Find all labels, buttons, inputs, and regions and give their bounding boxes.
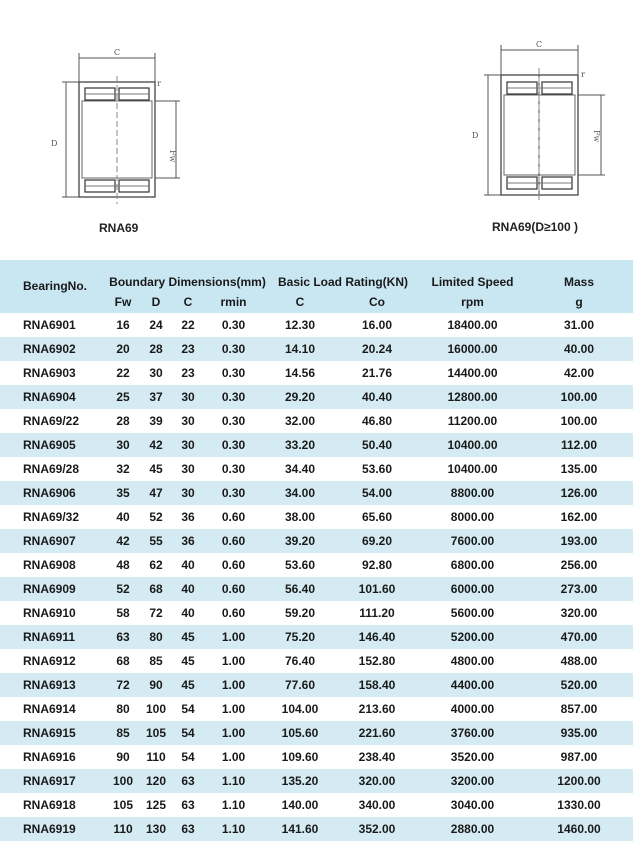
cell-c: 30	[181, 462, 195, 476]
cell-mass-g: 31.00	[563, 318, 595, 332]
cell-speed-rpm: 14400.00	[447, 366, 498, 380]
cell-load-c: 53.60	[284, 558, 316, 572]
cell-d: 90	[149, 678, 163, 692]
right-dim-d: D	[472, 131, 479, 140]
cell-rmin: 0.30	[221, 462, 246, 476]
cell-c: 63	[181, 798, 195, 812]
cell-bearing-no: RNA6908	[23, 558, 76, 572]
cell-c: 30	[181, 486, 195, 500]
cell-load-c: 14.10	[284, 342, 316, 356]
cell-load-c: 12.30	[284, 318, 316, 332]
cell-bearing-no: RNA6915	[23, 726, 76, 740]
table-row	[0, 361, 633, 385]
cell-load-c: 75.20	[284, 630, 316, 644]
cell-d: 62	[149, 558, 163, 572]
table-row	[0, 745, 633, 769]
right-diagram-label: RNA69(D≥100 )	[492, 220, 578, 234]
cell-load-co: 20.24	[361, 342, 393, 356]
cell-c: 54	[181, 750, 195, 764]
cell-load-co: 146.40	[358, 630, 396, 644]
cell-rmin: 0.30	[221, 318, 246, 332]
cell-rmin: 0.30	[221, 414, 246, 428]
table-row	[0, 409, 633, 433]
cell-c: 54	[181, 702, 195, 716]
cell-rmin: 1.00	[221, 630, 246, 644]
cell-fw: 63	[116, 630, 130, 644]
table-row	[0, 625, 633, 649]
cell-c: 30	[181, 438, 195, 452]
cell-load-c: 77.60	[284, 678, 316, 692]
cell-speed-rpm: 11200.00	[447, 414, 498, 428]
cell-rmin: 1.00	[221, 750, 246, 764]
cell-c: 23	[181, 342, 195, 356]
cell-load-c: 109.60	[281, 750, 319, 764]
col-limited-speed: Limited Speed	[431, 275, 514, 289]
cell-load-c: 39.20	[284, 534, 316, 548]
col-rmin: rmin	[220, 295, 247, 309]
cell-c: 40	[181, 558, 195, 572]
cell-c: 63	[181, 822, 195, 836]
cell-d: 80	[149, 630, 163, 644]
cell-c: 23	[181, 366, 195, 380]
cell-c: 45	[181, 654, 195, 668]
cell-fw: 35	[116, 486, 130, 500]
col-d: D	[151, 295, 161, 309]
cell-bearing-no: RNA69/28	[23, 462, 80, 476]
cell-load-co: 158.40	[358, 678, 396, 692]
cell-mass-g: 857.00	[560, 702, 598, 716]
cell-speed-rpm: 8000.00	[450, 510, 495, 524]
cell-fw: 30	[116, 438, 130, 452]
cell-load-co: 92.80	[361, 558, 393, 572]
cell-d: 105	[145, 726, 167, 740]
cell-bearing-no: RNA6918	[23, 798, 76, 812]
cell-rmin: 0.60	[221, 606, 246, 620]
diagram-area	[0, 0, 633, 258]
cell-mass-g: 126.00	[560, 486, 598, 500]
cell-bearing-no: RNA6914	[23, 702, 76, 716]
cell-load-co: 152.80	[358, 654, 396, 668]
cell-fw: 40	[116, 510, 130, 524]
cell-load-c: 135.20	[281, 774, 319, 788]
cell-rmin: 0.60	[221, 510, 246, 524]
cell-rmin: 0.30	[221, 366, 246, 380]
cell-fw: 80	[116, 702, 130, 716]
col-basic-load-rating: Basic Load Rating(KN)	[277, 275, 408, 289]
cell-mass-g: 112.00	[560, 438, 598, 452]
table-row	[0, 769, 633, 793]
cell-d: 130	[145, 822, 167, 836]
left-dim-fw: Fw	[168, 150, 177, 163]
cell-d: 125	[145, 798, 167, 812]
cell-load-co: 21.76	[361, 366, 393, 380]
cell-rmin: 1.00	[221, 702, 246, 716]
cell-c: 40	[181, 582, 195, 596]
cell-fw: 72	[116, 678, 130, 692]
table-row	[0, 433, 633, 457]
cell-load-co: 69.20	[361, 534, 393, 548]
col-boundary-dimensions: Boundary Dimensions(mm)	[109, 275, 266, 289]
cell-speed-rpm: 10400.00	[447, 438, 498, 452]
cell-c: 63	[181, 774, 195, 788]
table-row	[0, 697, 633, 721]
cell-d: 24	[149, 318, 163, 332]
cell-d: 52	[149, 510, 163, 524]
cell-bearing-no: RNA6909	[23, 582, 76, 596]
cell-rmin: 0.60	[221, 582, 246, 596]
cell-mass-g: 1330.00	[557, 798, 601, 812]
cell-load-c: 33.20	[284, 438, 316, 452]
cell-c: 45	[181, 630, 195, 644]
cell-speed-rpm: 2880.00	[450, 822, 495, 836]
cell-load-c: 32.00	[284, 414, 316, 428]
cell-d: 30	[149, 366, 163, 380]
cell-load-c: 56.40	[284, 582, 316, 596]
cell-fw: 110	[113, 822, 133, 836]
cell-c: 30	[181, 390, 195, 404]
table-row	[0, 673, 633, 697]
cell-bearing-no: RNA6912	[23, 654, 76, 668]
col-fw: Fw	[114, 295, 132, 309]
cell-c: 36	[181, 534, 195, 548]
cell-speed-rpm: 7600.00	[450, 534, 495, 548]
cell-rmin: 0.30	[221, 438, 246, 452]
cell-load-c: 34.00	[284, 486, 316, 500]
cell-load-co: 111.20	[359, 606, 395, 620]
cell-bearing-no: RNA6919	[23, 822, 76, 836]
table-row	[0, 577, 633, 601]
cell-fw: 28	[116, 414, 130, 428]
cell-d: 100	[145, 702, 167, 716]
cell-mass-g: 100.00	[560, 414, 598, 428]
cell-bearing-no: RNA6905	[23, 438, 76, 452]
cell-speed-rpm: 4800.00	[450, 654, 495, 668]
cell-load-co: 101.60	[358, 582, 396, 596]
cell-load-co: 40.40	[361, 390, 393, 404]
cell-rmin: 0.30	[221, 390, 246, 404]
cell-fw: 52	[116, 582, 130, 596]
table-row	[0, 529, 633, 553]
cell-mass-g: 935.00	[560, 726, 598, 740]
table-row	[0, 817, 633, 841]
cell-d: 45	[149, 462, 163, 476]
cell-load-co: 213.60	[358, 702, 396, 716]
cell-mass-g: 100.00	[560, 390, 598, 404]
cell-mass-g: 320.00	[560, 606, 598, 620]
cell-mass-g: 1200.00	[557, 774, 601, 788]
cell-load-c: 59.20	[284, 606, 316, 620]
cell-load-c: 38.00	[284, 510, 316, 524]
cell-speed-rpm: 6000.00	[450, 582, 495, 596]
cell-mass-g: 987.00	[560, 750, 598, 764]
table-row	[0, 601, 633, 625]
cell-load-co: 320.00	[358, 774, 396, 788]
cell-load-co: 53.60	[361, 462, 393, 476]
cell-load-c: 29.20	[284, 390, 316, 404]
cell-c: 22	[181, 318, 195, 332]
cell-c: 30	[181, 414, 195, 428]
cell-load-c: 76.40	[284, 654, 316, 668]
cell-fw: 68	[116, 654, 130, 668]
cell-rmin: 1.00	[221, 678, 246, 692]
cell-rmin: 0.60	[221, 558, 246, 572]
cell-load-co: 352.00	[358, 822, 396, 836]
table-row	[0, 793, 633, 817]
col-bearing-no: BearingNo.	[23, 278, 88, 293]
cell-mass-g: 488.00	[560, 654, 598, 668]
cell-rmin: 0.60	[221, 534, 246, 548]
cell-load-c: 140.00	[281, 798, 319, 812]
table-row	[0, 457, 633, 481]
cell-bearing-no: RNA6906	[23, 486, 76, 500]
cell-d: 47	[149, 486, 163, 500]
cell-fw: 25	[116, 390, 130, 404]
col-load-c: C	[295, 295, 305, 309]
left-dim-c: C	[114, 48, 121, 57]
col-c: C	[183, 295, 193, 309]
cell-speed-rpm: 4400.00	[450, 678, 495, 692]
col-load-co: Co	[369, 295, 385, 309]
table-row	[0, 385, 633, 409]
cell-speed-rpm: 18400.00	[447, 318, 498, 332]
cell-d: 42	[149, 438, 163, 452]
cell-load-co: 46.80	[361, 414, 393, 428]
cell-mass-g: 1460.00	[557, 822, 601, 836]
cell-speed-rpm: 3200.00	[450, 774, 495, 788]
table-row	[0, 553, 633, 577]
cell-bearing-no: RNA6917	[23, 774, 76, 788]
cell-speed-rpm: 6800.00	[450, 558, 495, 572]
cell-mass-g: 162.00	[560, 510, 598, 524]
cell-speed-rpm: 12800.00	[447, 390, 498, 404]
cell-rmin: 1.10	[221, 798, 246, 812]
cell-load-co: 16.00	[361, 318, 393, 332]
cell-rmin: 1.10	[221, 774, 246, 788]
cell-speed-rpm: 5200.00	[450, 630, 495, 644]
cell-speed-rpm: 3520.00	[450, 750, 495, 764]
right-dim-fw: Fw	[592, 130, 601, 143]
cell-mass-g: 520.00	[560, 678, 598, 692]
cell-c: 54	[181, 726, 195, 740]
cell-d: 55	[149, 534, 163, 548]
cell-fw: 20	[116, 342, 130, 356]
cell-speed-rpm: 4000.00	[450, 702, 495, 716]
cell-fw: 85	[116, 726, 130, 740]
cell-bearing-no: RNA69/32	[23, 510, 80, 524]
right-dim-r: r	[581, 70, 585, 79]
cell-load-co: 50.40	[361, 438, 393, 452]
cell-speed-rpm: 8800.00	[450, 486, 495, 500]
cell-mass-g: 42.00	[563, 366, 595, 380]
cell-bearing-no: RNA6902	[23, 342, 76, 356]
table-row	[0, 337, 633, 361]
table-row	[0, 313, 633, 337]
table-row	[0, 481, 633, 505]
cell-bearing-no: RNA6913	[23, 678, 76, 692]
cell-load-c: 105.60	[281, 726, 319, 740]
cell-bearing-no: RNA6907	[23, 534, 76, 548]
table-row	[0, 505, 633, 529]
cell-d: 68	[149, 582, 163, 596]
cell-mass-g: 256.00	[560, 558, 598, 572]
cell-bearing-no: RNA6904	[23, 390, 76, 404]
cell-speed-rpm: 16000.00	[447, 342, 498, 356]
col-mass: Mass	[563, 275, 595, 289]
cell-bearing-no: RNA6901	[23, 318, 76, 332]
cell-c: 36	[181, 510, 195, 524]
cell-fw: 32	[116, 462, 130, 476]
left-dim-d: D	[51, 139, 58, 148]
col-rpm: rpm	[461, 295, 484, 309]
cell-load-c: 104.00	[281, 702, 319, 716]
cell-bearing-no: RNA69/22	[23, 414, 80, 428]
bearing-spec-table	[0, 260, 633, 841]
cell-d: 72	[149, 606, 163, 620]
cell-mass-g: 135.00	[560, 462, 598, 476]
table-body	[0, 313, 633, 841]
cell-mass-g: 40.00	[563, 342, 595, 356]
cell-load-co: 340.00	[358, 798, 396, 812]
cell-speed-rpm: 3040.00	[450, 798, 495, 812]
cell-speed-rpm: 5600.00	[450, 606, 495, 620]
cell-d: 110	[146, 750, 166, 764]
cell-fw: 100	[112, 774, 134, 788]
left-dim-r: r	[157, 79, 161, 88]
cell-rmin: 1.00	[221, 726, 246, 740]
cell-load-c: 141.60	[281, 822, 319, 836]
cell-d: 37	[149, 390, 163, 404]
cell-fw: 48	[116, 558, 130, 572]
cell-load-co: 65.60	[361, 510, 393, 524]
cell-bearing-no: RNA6911	[23, 630, 76, 644]
cell-load-co: 54.00	[361, 486, 393, 500]
cell-rmin: 0.30	[221, 486, 246, 500]
cell-fw: 105	[112, 798, 134, 812]
cell-load-c: 34.40	[284, 462, 316, 476]
right-dim-c: C	[536, 40, 543, 49]
cell-load-co: 221.60	[358, 726, 396, 740]
cell-fw: 90	[116, 750, 130, 764]
cell-rmin: 1.10	[221, 822, 246, 836]
cell-bearing-no: RNA6910	[23, 606, 76, 620]
cell-c: 45	[181, 678, 195, 692]
col-g: g	[575, 295, 583, 309]
table-header	[0, 260, 633, 313]
cell-bearing-no: RNA6916	[23, 750, 76, 764]
cell-bearing-no: RNA6903	[23, 366, 76, 380]
table-row	[0, 649, 633, 673]
cell-speed-rpm: 3760.00	[450, 726, 495, 740]
cell-rmin: 1.00	[221, 654, 246, 668]
cell-fw: 58	[116, 606, 130, 620]
cell-load-c: 14.56	[284, 366, 316, 380]
cell-fw: 16	[116, 318, 130, 332]
cell-fw: 22	[116, 366, 130, 380]
cell-mass-g: 273.00	[560, 582, 598, 596]
cell-d: 39	[149, 414, 163, 428]
cell-d: 85	[149, 654, 163, 668]
cell-rmin: 0.30	[221, 342, 246, 356]
left-diagram-label: RNA69	[99, 221, 139, 235]
cell-mass-g: 470.00	[560, 630, 598, 644]
table-row	[0, 721, 633, 745]
cell-load-co: 238.40	[358, 750, 396, 764]
cell-speed-rpm: 10400.00	[447, 462, 498, 476]
cell-d: 28	[149, 342, 163, 356]
cell-mass-g: 193.00	[560, 534, 598, 548]
cell-c: 40	[181, 606, 195, 620]
cell-d: 120	[145, 774, 167, 788]
cell-fw: 42	[116, 534, 130, 548]
